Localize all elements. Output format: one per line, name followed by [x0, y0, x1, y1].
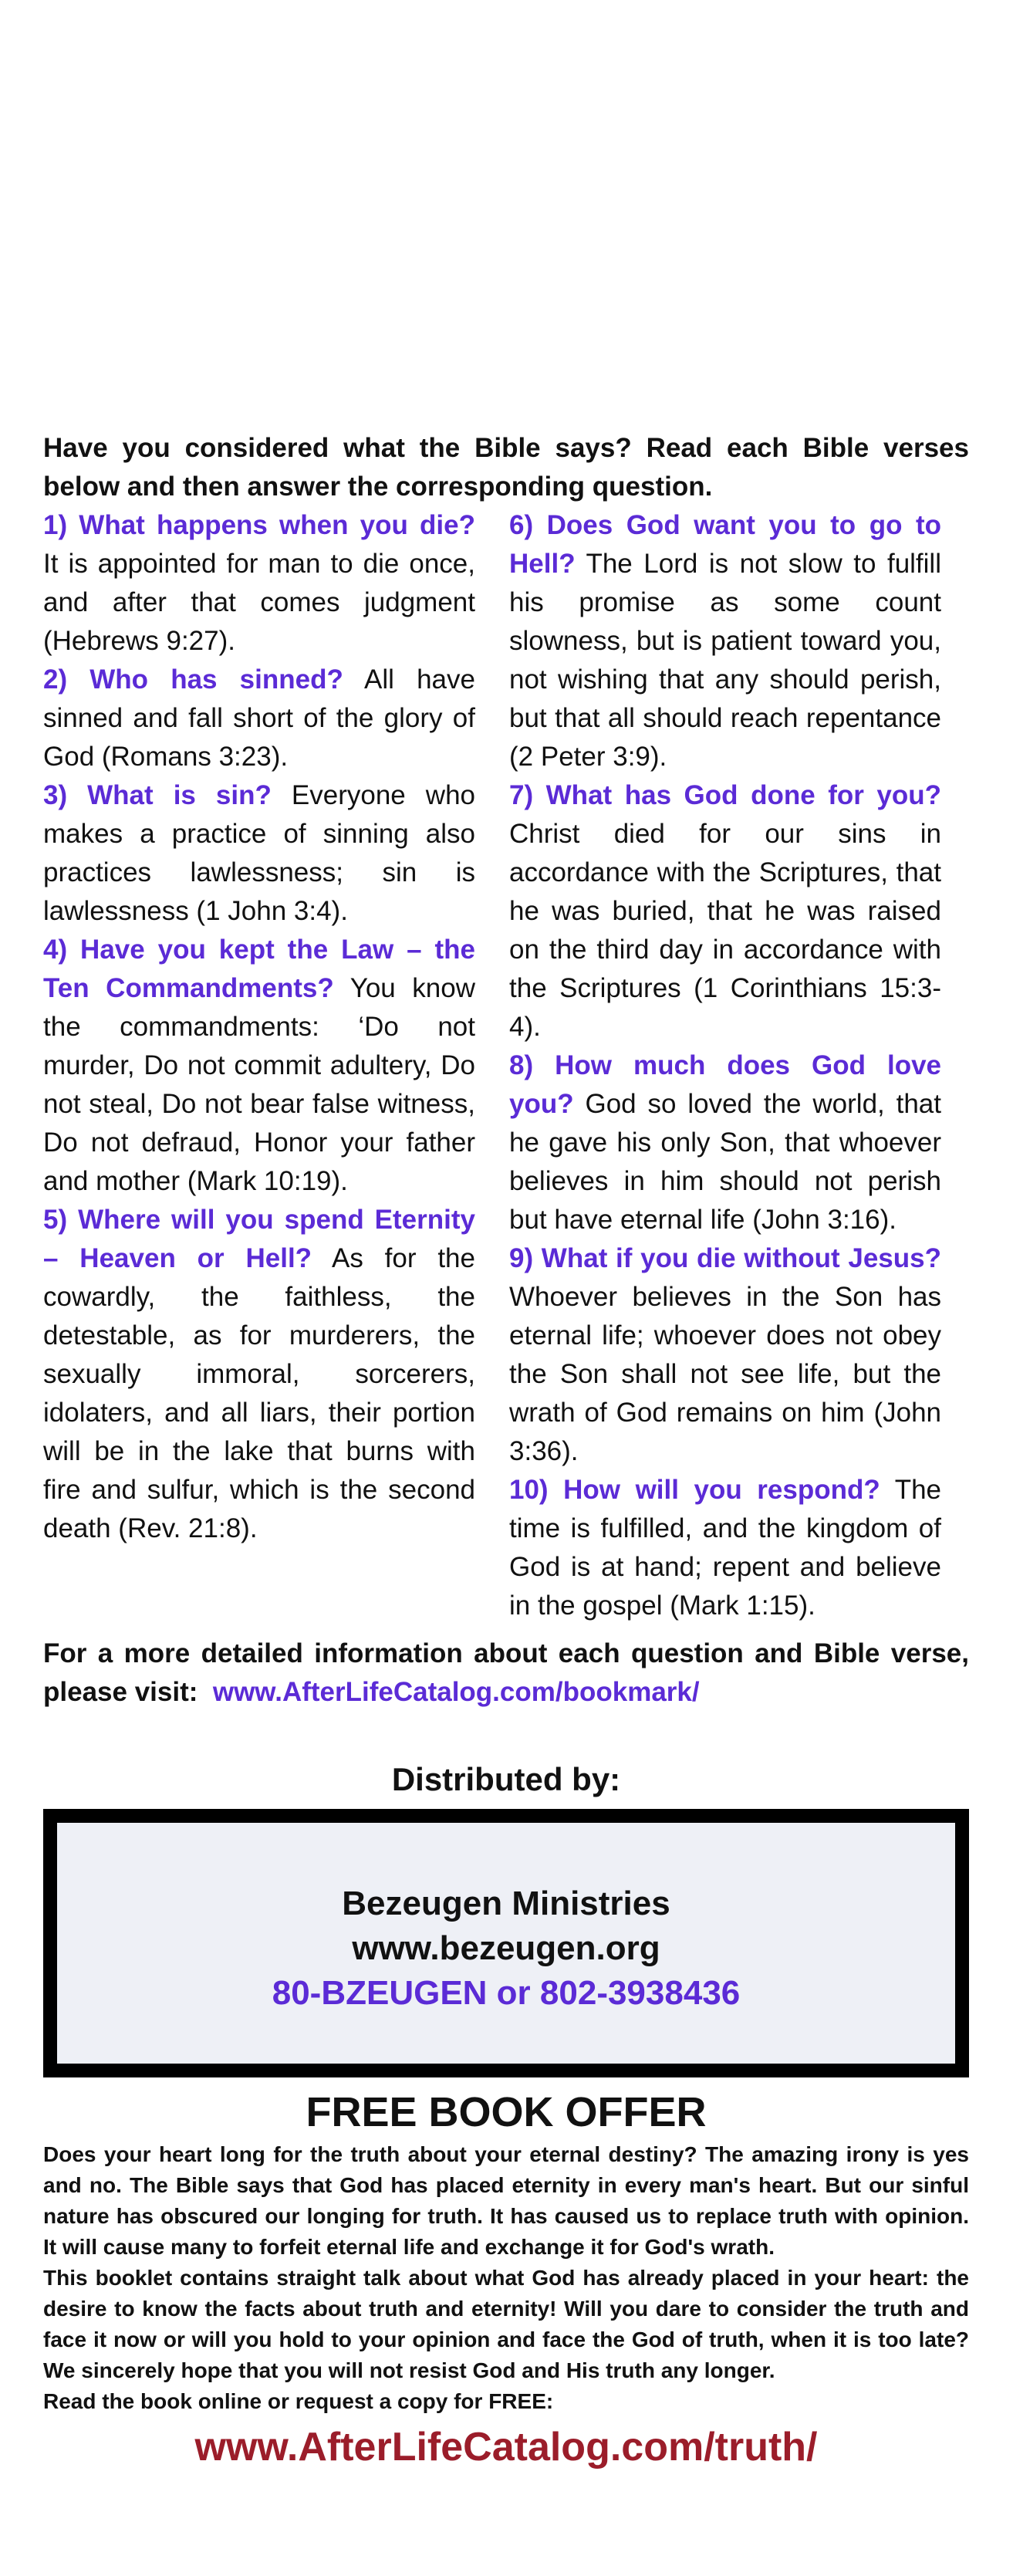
free-offer-title: FREE BOOK OFFER	[306, 2089, 707, 2135]
intro-text: Have you considered what the Bible says? Read each Bible verses below and then answer the corresponding question.	[43, 433, 969, 502]
question-answer: All have sinned and fall short of the glory of God (Romans 3:23).	[43, 664, 475, 772]
question-answer: God so loved the world, that he gave his only Son, that whoever believes in him should not perish but have eternal life (John 3:16).	[509, 1089, 941, 1235]
question-item-4	[43, 931, 475, 1201]
questions-left-column	[43, 506, 475, 1548]
question-answer: You know the commandments: ‘Do not murder, Do not commit adultery, Do not steal, Do not bear false witness, Do not defraud, Honor your father and mother (Mark 10:19).	[43, 973, 476, 1196]
question-heading: 10) How will you respond?	[509, 1475, 880, 1505]
question-item-10	[509, 1471, 941, 1625]
question-item-7	[509, 776, 941, 1046]
question-item-2	[43, 661, 475, 776]
bookmark-link[interactable]: www.AfterLifeCatalog.com/bookmark/	[212, 1677, 700, 1707]
question-answer: The time is fulfilled, and the kingdom of God is at hand; repent and believe in the gospel (Mark 1:15).	[509, 1475, 942, 1621]
free-offer-paragraph-2: This booklet contains straight talk about what God has already placed in your heart: the desire to know the facts about truth and eternity! Will you dare to consider the truth and face it now or will you hold to your opinion and face the God of truth, when it is too late? We sincerely hope that you will not resist God and His truth any longer.	[43, 2266, 969, 2382]
question-item-8	[509, 1046, 941, 1239]
distributor-lines	[57, 1881, 955, 2016]
question-answer: As for the cowardly, the faithless, the detestable, as for murderers, the sexually immoral, sorcerers, idolaters, and all liars, their portion will be in the lake that burns with fire and sulfur, which is the second death (Rev. 21:8).	[43, 1243, 475, 1543]
question-item-1	[43, 506, 475, 661]
distributor-name: Bezeugen Ministries	[342, 1885, 670, 1922]
question-heading: 6) Does God want you to go to Hell?	[509, 510, 941, 579]
distributed-title: Distributed by:	[391, 1761, 621, 1797]
question-item-6	[509, 506, 941, 776]
question-answer: Everyone who makes a practice of sinning also practices lawlessness; sin is lawlessness (1 John 3:4).	[43, 780, 475, 926]
distributor-box	[43, 1809, 969, 2077]
question-item-3	[43, 776, 475, 931]
question-heading: 3) What is sin?	[43, 780, 272, 810]
question-heading: 5) Where will you spend Eternity – Heaven or Hell?	[43, 1205, 475, 1273]
question-item-9	[509, 1239, 941, 1471]
question-answer: The Lord is not slow to fulfill his promise as some count slowness, but is patient toward you, not wishing that any should perish, but that all should reach repentance (2 Peter 3:9).	[509, 549, 941, 772]
question-heading: 8) How much does God love you?	[509, 1050, 941, 1119]
free-offer-paragraph-1: Does your heart long for the truth about your eternal destiny? The amazing irony is yes and no. The Bible says that God has placed eternity in every man's heart. But our sinful nature has obscured our longing for truth. It has caused us to replace truth with opinion. It will cause many to forfeit eternal life and exchange it for God's wrath.	[43, 2142, 969, 2259]
question-answer: It is appointed for man to die once, and after that comes judgment (Hebrews 9:27).	[43, 549, 475, 656]
distributor-website-link[interactable]: www.bezeugen.org	[352, 1929, 660, 1967]
distributor-phone: 80-BZEUGEN or 802-3938436	[272, 1974, 741, 2012]
question-heading: 4) Have you kept the Law – the Ten Commandments?	[43, 935, 475, 1003]
question-item-5	[43, 1201, 475, 1548]
question-answer: Christ died for our sins in accordance with the Scriptures, that he was buried, that he was raised on the third day in accordance with the Scriptures (1 Corinthians 15:3-4).	[509, 819, 941, 1042]
free-offer-text	[43, 2139, 969, 2417]
free-offer-paragraph-3: Read the book online or request a copy for FREE:	[43, 2389, 554, 2413]
question-heading: 9) What if you die without Jesus?	[509, 1243, 941, 1273]
question-heading: 7) What has God done for you?	[509, 780, 941, 810]
question-heading: 2) Who has sinned?	[43, 664, 343, 695]
detail-info	[43, 1635, 969, 1712]
truth-link[interactable]: www.AfterLifeCatalog.com/truth/	[194, 2425, 818, 2470]
questions-right-column	[509, 506, 941, 1625]
question-answer: Whoever believes in the Son has eternal life; whoever does not obey the Son shall not see life, but the wrath of God remains on him (John 3:36).	[509, 1282, 941, 1466]
question-heading: 1) What happens when you die?	[43, 510, 475, 540]
distributor-box-inner	[57, 1823, 955, 2064]
detail-text: For a more detailed information about each question and Bible verse, please visit:	[43, 1638, 969, 1707]
